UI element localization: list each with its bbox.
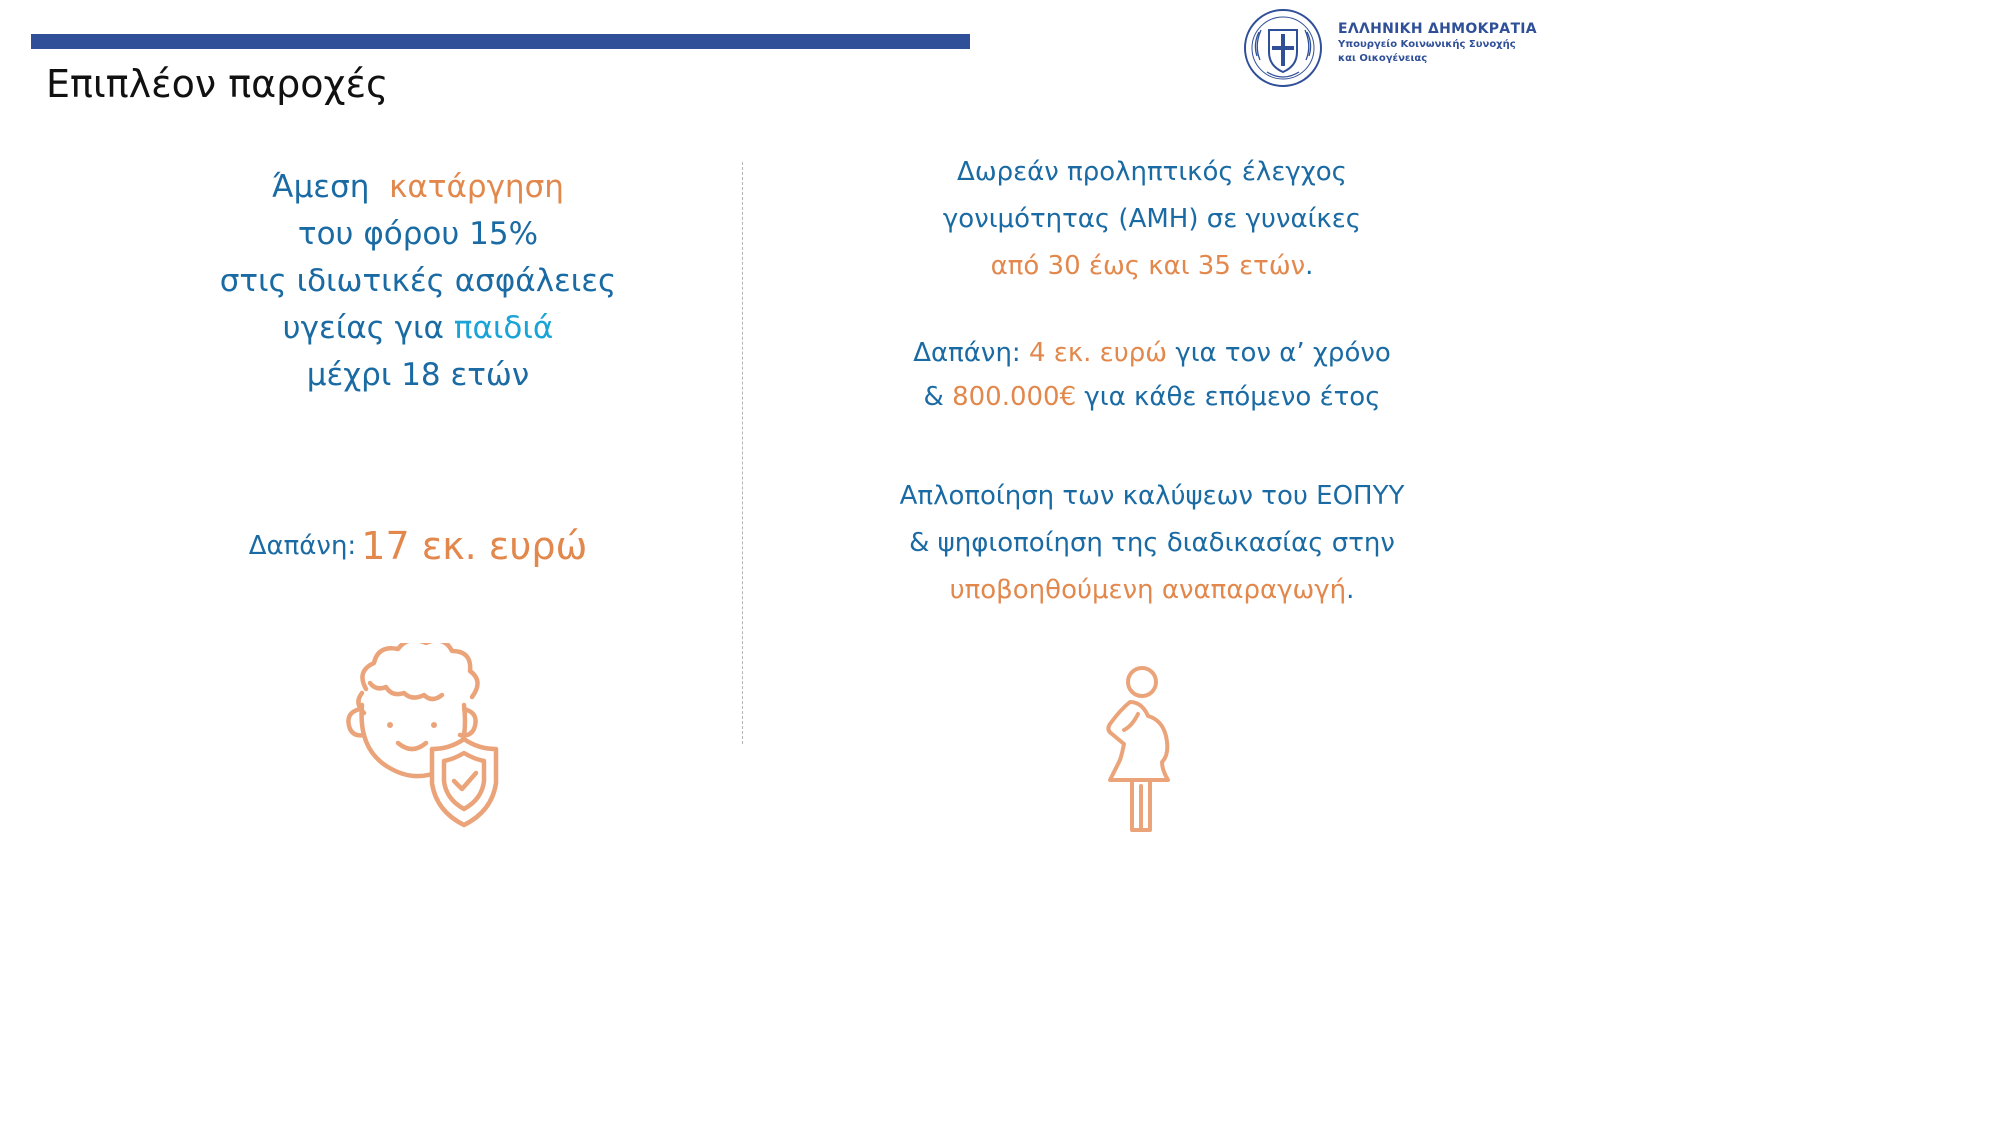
right-benefit-screening — [852, 149, 1452, 290]
page-title: Επιπλέον παροχές — [46, 62, 389, 106]
left-line-1-a: Άμεση — [272, 169, 370, 205]
column-divider — [742, 162, 743, 744]
logo-subtitle-1: Υπουργείο Κοινωνικής Συνοχής — [1338, 39, 1516, 50]
left-cost-value: 17 εκ. ευρώ — [361, 524, 588, 568]
right-benefit-eopyy — [852, 473, 1452, 614]
right-b2-line-2-b: 800.000€ — [952, 382, 1077, 412]
hellenic-republic-seal-icon — [1243, 8, 1323, 88]
left-line-4-b: παιδιά — [453, 310, 554, 346]
right-b3-line-3-b: . — [1346, 575, 1355, 605]
left-line-4-a: υγείας για — [282, 310, 444, 346]
logo-title: ΕΛΛΗΝΙΚΗ ΔΗΜΟΚΡΑΤΙΑ — [1338, 21, 1537, 37]
right-b1-line-3 — [852, 243, 1452, 290]
right-b1-line-3-b: . — [1305, 251, 1314, 281]
left-line-4 — [168, 305, 668, 352]
right-b2-line-1-a: Δαπάνη: — [913, 338, 1021, 368]
left-line-1-b: κατάργηση — [389, 169, 564, 205]
left-line-2: του φόρου 15% — [297, 216, 539, 252]
left-cost-label: Δαπάνη: — [248, 531, 357, 561]
right-b2-line-1-c: για τον α’ χρόνο — [1175, 338, 1391, 368]
left-line-1 — [168, 164, 668, 211]
right-b3-line-3 — [852, 567, 1452, 614]
right-b2-line-1 — [852, 331, 1452, 375]
right-b2-line-2-c: για κάθε επόμενο έτος — [1084, 382, 1381, 412]
right-b1-line-1: Δωρεάν προληπτικός έλεγχος — [957, 157, 1347, 187]
right-benefit-cost — [852, 331, 1452, 419]
ministry-logo — [1243, 8, 1561, 88]
right-b2-line-1-b: 4 εκ. ευρώ — [1028, 338, 1168, 368]
left-cost — [168, 524, 668, 568]
left-benefit-text — [168, 164, 668, 399]
right-b1-line-3-a: από 30 έως και 35 ετών — [990, 251, 1306, 281]
right-b3-line-1: Απλοποίηση των καλύψεων του ΕΟΠΥΥ — [899, 481, 1405, 511]
logo-subtitle-2: και Οικογένειας — [1338, 53, 1428, 64]
right-b2-line-2 — [852, 375, 1452, 419]
child-shield-icon — [336, 643, 506, 828]
header-accent-bar — [31, 34, 970, 49]
right-b2-line-2-a: & — [923, 382, 944, 412]
left-line-5: μέχρι 18 ετών — [306, 357, 530, 393]
right-b3-line-3-a: υποβοηθούμενη αναπαραγωγή — [949, 575, 1347, 605]
pregnant-woman-icon — [1100, 664, 1184, 836]
right-b3-line-2: & ψηφιοποίηση της διαδικασίας στην — [909, 528, 1395, 558]
right-b1-line-2: γονιμότητας (AMH) σε γυναίκες — [942, 204, 1362, 234]
left-line-3: στις ιδιωτικές ασφάλειες — [219, 263, 617, 299]
